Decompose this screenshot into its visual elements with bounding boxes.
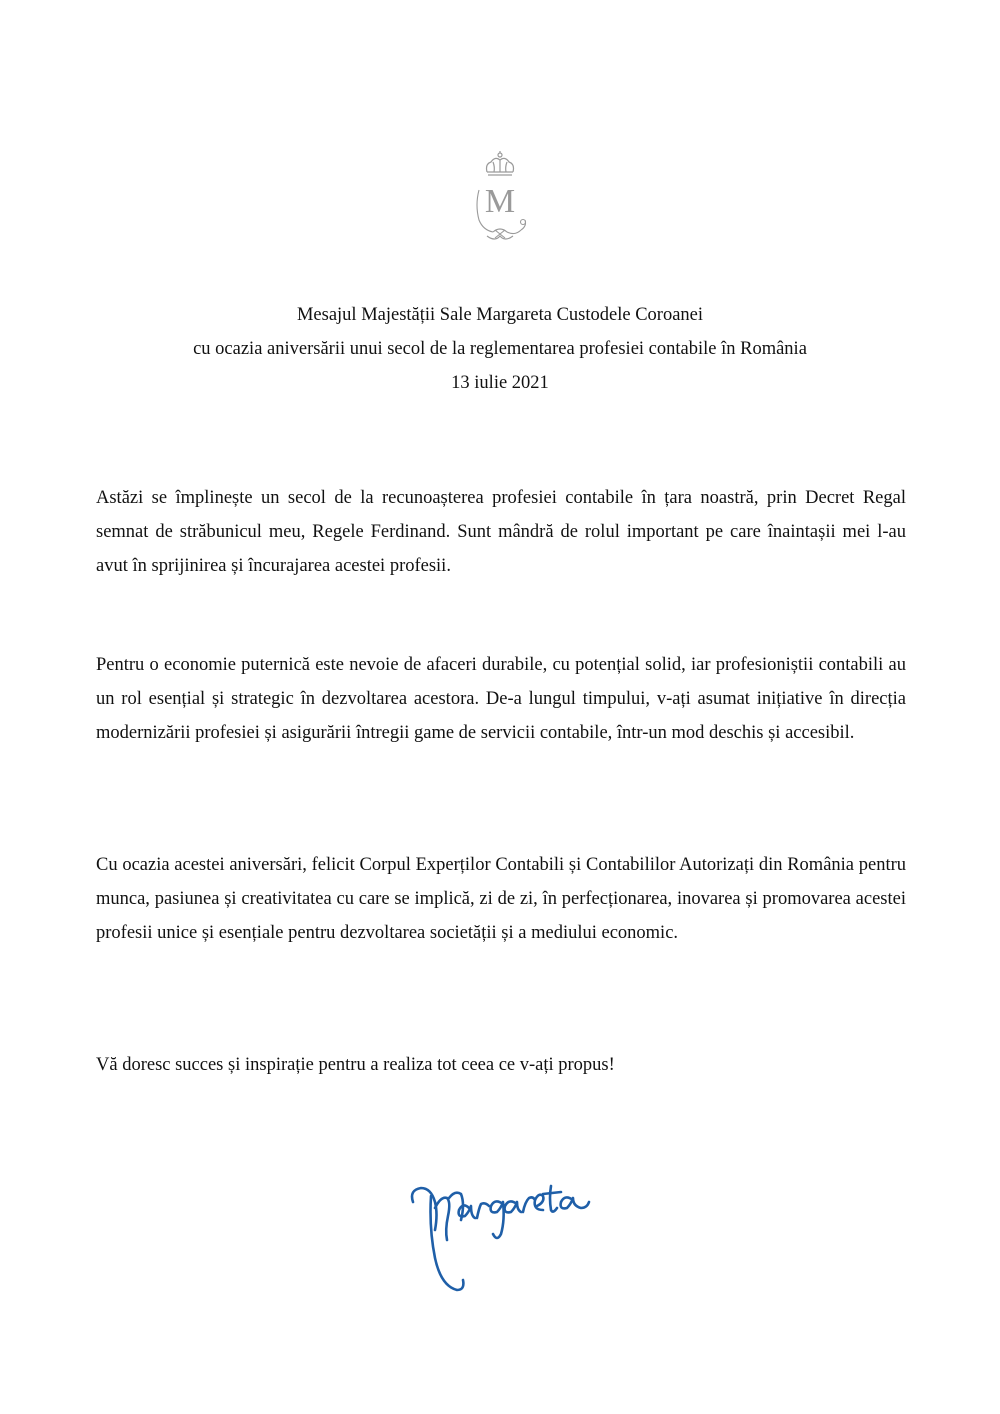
header-subtitle: cu ocazia aniversării unui secol de la reglementarea profesiei contabile în România <box>193 339 807 359</box>
monogram-letter: M <box>484 183 516 220</box>
closing-line: Vă doresc succes și inspirație pentru a realiza tot ceea ce v-ați propus! <box>96 1055 615 1075</box>
letter-header <box>0 298 1000 400</box>
signature-image <box>405 1168 595 1303</box>
body-paragraph: Pentru o economie puternică este nevoie de afaceri durabile, cu potențial solid, iar profesioniștii contabili au un rol esențial și strategic în dezvoltarea acestora. De-a lungul timpului, v-ați asumat inițiative în direcția modernizării profesiei și asigurării întregii game de servicii contabile, într-un mod deschis și accesibil. <box>96 655 906 743</box>
header-date: 13 iulie 2021 <box>451 373 549 393</box>
header-title: Mesajul Majestății Sale Margareta Custodele Coroanei <box>296 305 704 325</box>
body-paragraph: Astăzi se împlinește un secol de la recunoașterea profesiei contabile în țara noastră, prin Decret Regal semnat de străbunicul meu, Regele Ferdinand. Sunt mândră de rolul important pe care înaintașii mei l-au avut în sprijinirea și încurajarea acestei profesii. <box>96 488 906 576</box>
body-paragraph: Cu ocazia acestei aniversări, felicit Corpul Experților Contabili și Contabililor Autorizați din România pentru munca, pasiunea și creativitatea cu care se implică, zi de zi, în perfecționarea, inovarea și promovarea acestei profesii unice și esențiale pentru dezvoltarea societății și a mediului economic. <box>96 855 906 943</box>
crown-monogram-icon <box>465 150 535 245</box>
